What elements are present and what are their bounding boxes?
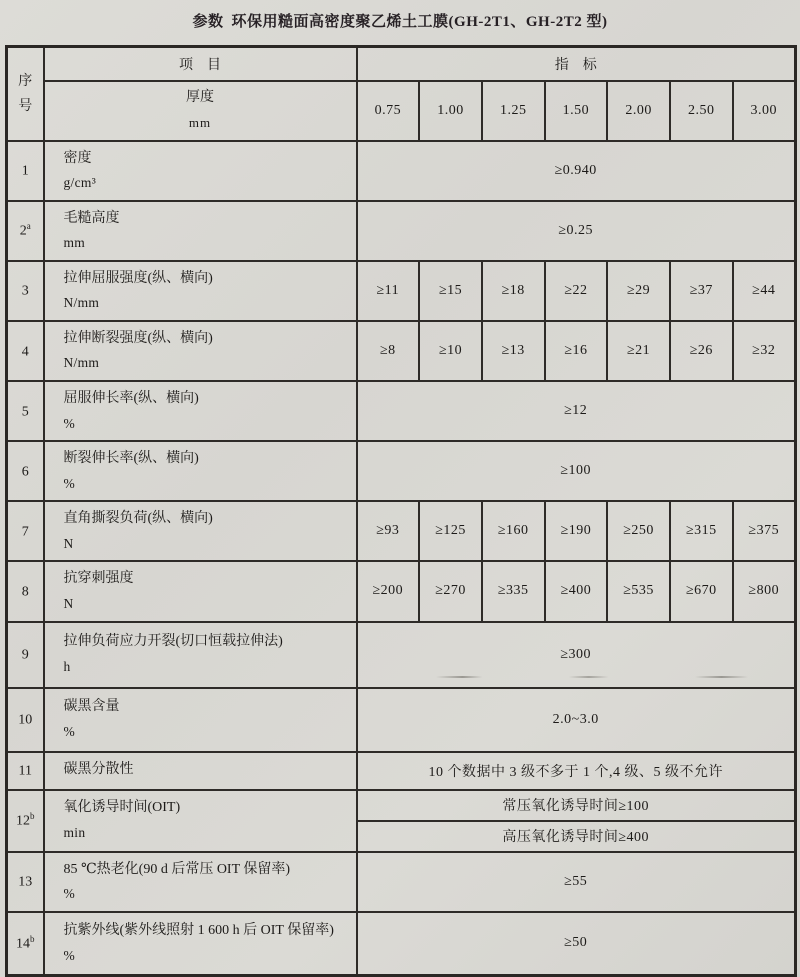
row-value: ≥10 <box>419 321 482 381</box>
item-unit: N <box>63 535 74 551</box>
row-item <box>44 501 357 561</box>
row-no-text: 12 <box>16 813 30 829</box>
row-no <box>7 752 44 790</box>
row-value: ≥37 <box>670 261 733 321</box>
item-unit: N/mm <box>63 295 100 311</box>
table-row <box>7 622 796 688</box>
row-value-bottom: 高压氧化诱导时间≥400 <box>357 821 796 852</box>
row-no-text: 10 <box>18 712 33 728</box>
header-row-2 <box>7 81 796 141</box>
item-name: 拉伸屈服强度(纵、横向) <box>63 270 213 286</box>
row-value: ≥16 <box>545 321 608 381</box>
item-unit: % <box>63 723 76 739</box>
table-row <box>7 790 796 821</box>
item-unit: % <box>63 947 76 963</box>
row-value: ≥93 <box>357 501 420 561</box>
row-no <box>7 441 44 501</box>
row-no <box>7 501 44 561</box>
table-row <box>7 321 796 381</box>
row-value: ≥32 <box>733 321 796 381</box>
row-value: ≥250 <box>607 501 670 561</box>
row-value: ≥0.940 <box>357 141 796 201</box>
row-no <box>7 321 44 381</box>
item-name: 密度 <box>63 150 92 166</box>
row-value: ≥44 <box>733 261 796 321</box>
item-unit: N <box>63 595 74 611</box>
row-value: ≥11 <box>357 261 420 321</box>
item-name: 拉伸断裂强度(纵、横向) <box>63 330 213 346</box>
table-body <box>7 141 796 976</box>
row-value: ≥13 <box>482 321 545 381</box>
row-item <box>44 622 357 688</box>
row-no-text: 1 <box>21 163 29 179</box>
item-unit: % <box>63 475 76 491</box>
row-item <box>44 321 357 381</box>
item-name: 碳黑分散性 <box>63 762 134 778</box>
row-item <box>44 561 357 621</box>
row-item <box>44 688 357 752</box>
row-value: ≥800 <box>733 561 796 621</box>
row-no <box>7 381 44 441</box>
row-value: ≥535 <box>607 561 670 621</box>
row-no-text: 14 <box>16 936 30 952</box>
row-no <box>7 790 44 852</box>
thickness-value: 1.00 <box>419 81 482 141</box>
row-no-text: 3 <box>21 284 29 300</box>
row-no <box>7 852 44 912</box>
row-no-text: 8 <box>21 584 29 600</box>
row-value: ≥12 <box>357 381 796 441</box>
row-value: ≥100 <box>357 441 796 501</box>
row-value: ≥200 <box>357 561 420 621</box>
header-thickness <box>44 81 357 141</box>
item-name: 屈服伸长率(纵、横向) <box>63 391 199 406</box>
row-no-text: 7 <box>21 524 29 540</box>
item-name: 氧化诱导时间(OIT) <box>63 800 181 816</box>
item-name: 直角撕裂负荷(纵、横向) <box>63 511 213 527</box>
row-item <box>44 912 357 976</box>
header-indicator: 指 标 <box>357 47 796 81</box>
row-value: ≥15 <box>419 261 482 321</box>
table-row <box>7 501 796 561</box>
row-value: ≥335 <box>482 561 545 621</box>
header-row-1 <box>7 47 796 81</box>
item-name: 碳黑含量 <box>63 699 120 715</box>
row-value: ≥125 <box>419 501 482 561</box>
row-no-text: 4 <box>21 344 29 360</box>
title-main: 环保用糙面高密度聚乙烯土工膜(GH-2T1、GH-2T2 型) <box>231 14 608 30</box>
item-unit: % <box>63 886 76 901</box>
row-no-sup: b <box>30 811 35 822</box>
row-value: 2.0~3.0 <box>357 688 796 752</box>
row-value: ≥50 <box>357 912 796 976</box>
item-unit: min <box>63 824 86 840</box>
row-value: ≥0.25 <box>357 201 796 261</box>
title-prefix: 参数 <box>192 14 224 30</box>
row-value: ≥315 <box>670 501 733 561</box>
item-unit: % <box>63 415 76 431</box>
row-value: ≥300 <box>357 622 796 688</box>
row-value: ≥22 <box>545 261 608 321</box>
row-no <box>7 622 44 688</box>
row-item <box>44 752 357 790</box>
row-no-text: 2 <box>19 224 27 240</box>
thickness-value: 2.00 <box>607 81 670 141</box>
row-no-text: 9 <box>21 647 29 663</box>
row-no <box>7 688 44 752</box>
row-value: ≥29 <box>607 261 670 321</box>
item-name: 抗紫外线(紫外线照射 1 600 h 后 OIT 保留率) <box>63 923 334 939</box>
row-item <box>44 441 357 501</box>
row-item <box>44 790 357 852</box>
item-name: 断裂伸长率(纵、横向) <box>63 451 199 467</box>
row-value: ≥270 <box>419 561 482 621</box>
row-value: ≥400 <box>545 561 608 621</box>
item-name: 毛糙高度 <box>63 210 120 226</box>
item-name: 拉伸负荷应力开裂(切口恒载拉伸法) <box>63 634 283 650</box>
row-item <box>44 852 357 912</box>
row-no-sup: b <box>30 934 35 945</box>
item-unit: g/cm³ <box>63 175 97 190</box>
thickness-value: 0.75 <box>357 81 420 141</box>
header-item: 项 目 <box>44 47 357 81</box>
item-unit: h <box>63 658 71 674</box>
item-unit: N/mm <box>63 355 100 371</box>
table-row <box>7 688 796 752</box>
row-value: ≥26 <box>670 321 733 381</box>
row-no-sup: a <box>26 221 31 232</box>
thickness-value: 3.00 <box>733 81 796 141</box>
table-row <box>7 912 796 976</box>
row-value: 10 个数据中 3 级不多于 1 个,4 级、5 级不允许 <box>357 752 796 790</box>
item-name: 抗穿刺强度 <box>63 571 134 587</box>
item-unit: mm <box>63 235 86 251</box>
table-row <box>7 381 796 441</box>
row-no-text: 5 <box>21 404 29 420</box>
row-no-text: 11 <box>18 763 32 779</box>
row-no-text: 6 <box>21 464 29 480</box>
table-row <box>7 852 796 912</box>
row-no-text: 13 <box>18 874 33 890</box>
table-row <box>7 201 796 261</box>
row-value: ≥375 <box>733 501 796 561</box>
thickness-value: 1.25 <box>482 81 545 141</box>
table-row <box>7 261 796 321</box>
thickness-unit: mm <box>188 115 212 131</box>
row-no <box>7 561 44 621</box>
table-row <box>7 441 796 501</box>
thickness-value: 1.50 <box>545 81 608 141</box>
page-title <box>0 0 800 45</box>
table-row <box>7 752 796 790</box>
table-row <box>7 141 796 201</box>
thickness-value: 2.50 <box>670 81 733 141</box>
row-value: ≥18 <box>482 261 545 321</box>
header-serial: 序号 <box>7 47 44 141</box>
spec-table <box>5 45 797 977</box>
thickness-label: 厚度 <box>186 89 214 105</box>
table-header <box>7 47 796 141</box>
row-no <box>7 912 44 976</box>
row-item <box>44 261 357 321</box>
row-item <box>44 381 357 441</box>
table-row <box>7 561 796 621</box>
row-value-top: 常压氧化诱导时间≥100 <box>357 790 796 821</box>
row-value: ≥160 <box>482 501 545 561</box>
row-item <box>44 141 357 201</box>
row-value: ≥8 <box>357 321 420 381</box>
row-value: ≥190 <box>545 501 608 561</box>
row-no <box>7 261 44 321</box>
row-value: ≥55 <box>357 852 796 912</box>
row-value: ≥670 <box>670 561 733 621</box>
row-value: ≥21 <box>607 321 670 381</box>
row-item <box>44 201 357 261</box>
row-no <box>7 141 44 201</box>
item-name: 85 ℃热老化(90 d 后常压 OIT 保留率) <box>63 861 291 877</box>
row-no <box>7 201 44 261</box>
